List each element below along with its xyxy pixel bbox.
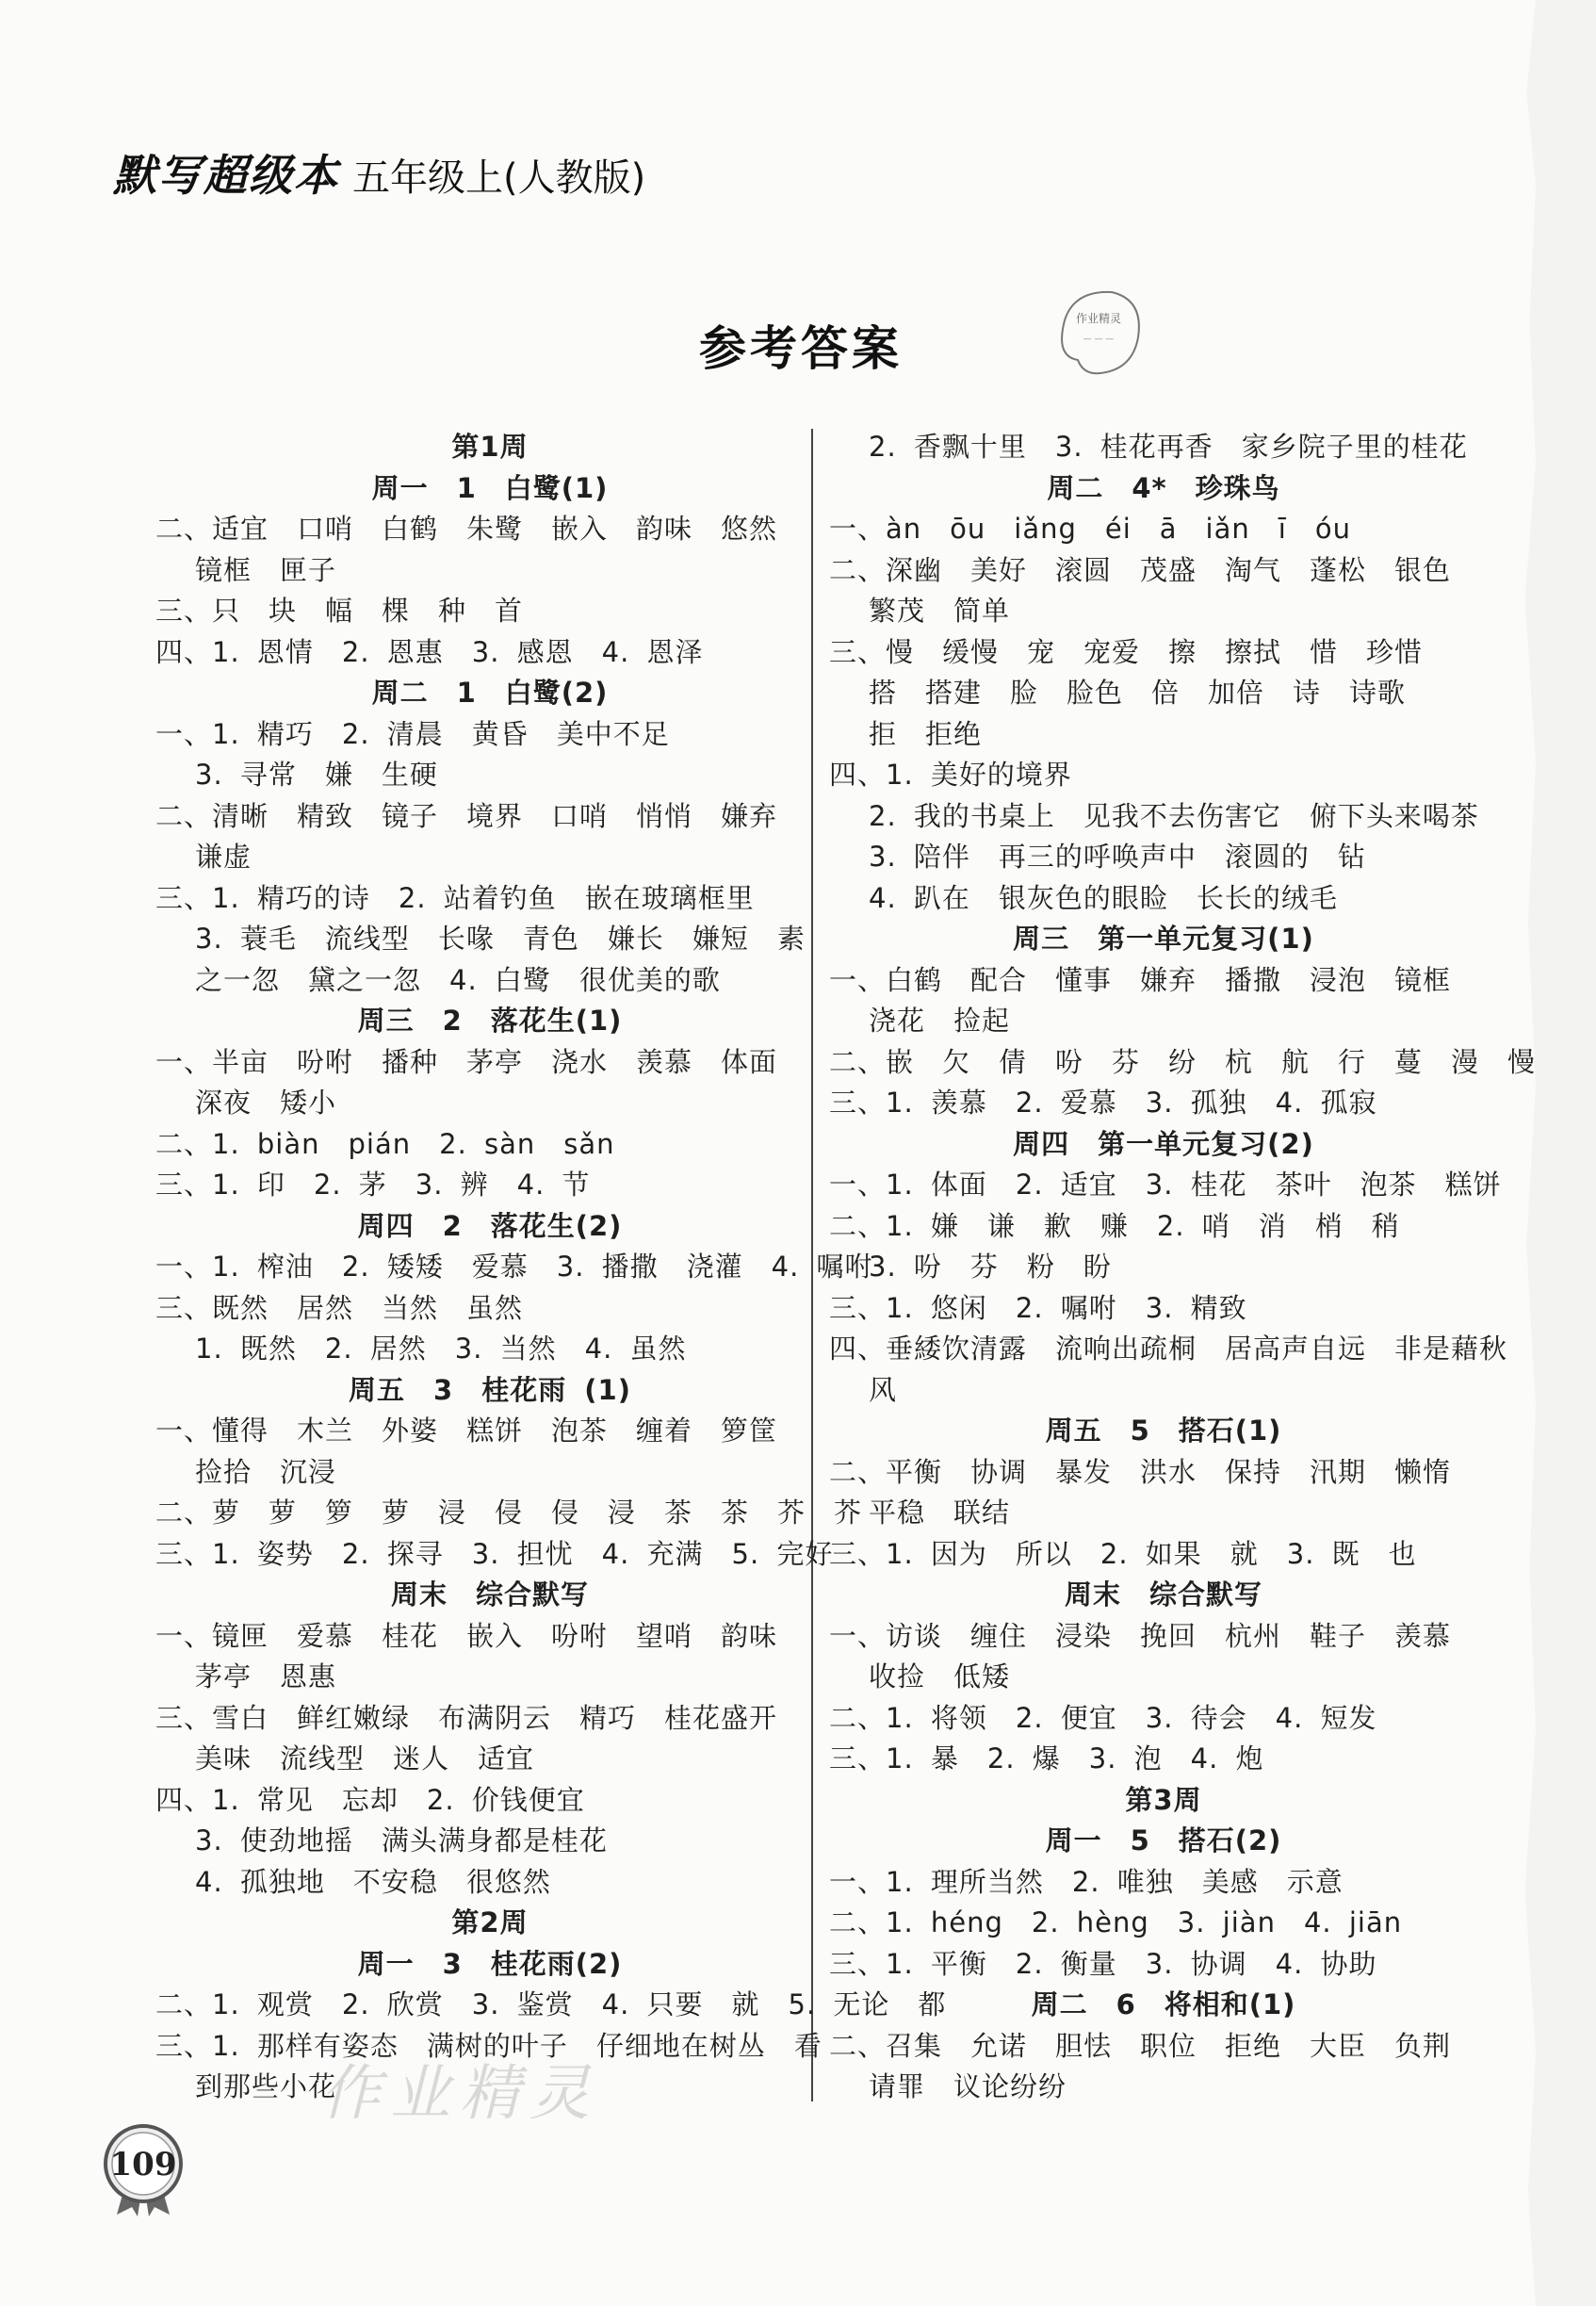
section-heading: 第1周 bbox=[451, 431, 529, 463]
answer-line: 二、1. héng 2. hèng 3. jiàn 4. jiān bbox=[829, 1906, 1403, 1938]
answer-line: 拒 拒绝 bbox=[869, 717, 983, 750]
book-brand: 默写超级本 bbox=[113, 150, 339, 201]
stamp-text: 作业精灵 bbox=[1075, 312, 1122, 325]
answer-line: 到那些小花 bbox=[195, 2070, 337, 2102]
answer-line: 四、1. 美好的境界 bbox=[829, 759, 1072, 791]
section-heading: 周五 5 搭石(1) bbox=[1045, 1415, 1282, 1447]
answer-line: 一、àn ōu iǎng éi ā iǎn ī óu bbox=[829, 513, 1351, 545]
answer-line: 三、雪白 鲜红嫩绿 布满阴云 精巧 桂花盛开 bbox=[155, 1701, 778, 1734]
answer-line: 3. 使劲地摇 满头满身都是桂花 bbox=[195, 1824, 608, 1856]
answer-line: 平稳 联结 bbox=[869, 1496, 1011, 1529]
answer-line: 繁茂 简单 bbox=[869, 595, 1011, 627]
section-heading: 周二 4* 珍珠鸟 bbox=[1047, 471, 1280, 504]
answer-line: 收捡 低矮 bbox=[869, 1660, 1011, 1693]
answer-line: 2. 香飘十里 3. 桂花再香 家乡院子里的桂花 bbox=[869, 431, 1468, 463]
answer-line: 浇花 捡起 bbox=[869, 1005, 1011, 1037]
page-number: 109 bbox=[109, 2146, 177, 2183]
section-heading: 周四 2 落花生(2) bbox=[357, 1209, 623, 1242]
answer-line: 三、只 块 幅 棵 种 首 bbox=[155, 595, 524, 627]
answer-line: 请罪 议论纷纷 bbox=[869, 2070, 1067, 2102]
answer-line: 二、深幽 美好 滚圆 茂盛 淘气 蓬松 银色 bbox=[829, 553, 1452, 586]
answer-line: 一、访谈 缠住 浸染 挽回 杭州 鞋子 羡慕 bbox=[829, 1619, 1452, 1652]
answer-line: 茅亭 恩惠 bbox=[195, 1660, 337, 1693]
answer-line: 3. 寻常 嫌 生硬 bbox=[195, 759, 438, 791]
answer-line: 三、1. 暴 2. 爆 3. 泡 4. 炮 bbox=[829, 1742, 1264, 1774]
section-heading: 周五 3 桂花雨 (1) bbox=[349, 1373, 631, 1406]
answer-line: 二、1. 观赏 2. 欣赏 3. 鉴赏 4. 只要 就 5. 无论 都 bbox=[155, 1988, 947, 2020]
answer-line: 二、召集 允诺 胆怯 职位 拒绝 大臣 负荆 bbox=[829, 2029, 1452, 2062]
answer-line: 二、平衡 协调 暴发 洪水 保持 汛期 懒惰 bbox=[829, 1455, 1452, 1488]
section-heading: 周一 5 搭石(2) bbox=[1045, 1824, 1282, 1856]
answer-line: 二、萝 萝 箩 萝 浸 侵 侵 浸 茶 茶 芥 芥 bbox=[155, 1496, 863, 1529]
answer-line: 4. 趴在 银灰色的眼睑 长长的绒毛 bbox=[869, 881, 1338, 914]
answer-line: 二、1. biàn pián 2. sàn sǎn bbox=[155, 1127, 615, 1160]
section-heading: 周二 1 白鹭(2) bbox=[371, 677, 609, 709]
answer-line: 三、既然 居然 当然 虽然 bbox=[155, 1291, 524, 1324]
answer-line: 三、1. 羡慕 2. 爱慕 3. 孤独 4. 孤寂 bbox=[829, 1087, 1377, 1119]
answer-line: 深夜 矮小 bbox=[195, 1087, 337, 1119]
answer-line: 一、白鹤 配合 懂事 嫌弃 播撒 浸泡 镜框 bbox=[829, 963, 1452, 996]
answer-line: 四、1. 恩情 2. 恩惠 3. 感恩 4. 恩泽 bbox=[155, 635, 704, 668]
section-heading: 周末 综合默写 bbox=[1064, 1578, 1262, 1611]
section-heading: 周一 3 桂花雨(2) bbox=[357, 1947, 623, 1980]
answer-line: 一、1. 理所当然 2. 唯独 美感 示意 bbox=[829, 1865, 1344, 1898]
answer-line: 镜框 匣子 bbox=[195, 553, 337, 586]
book-grade: 五年级上(人教版) bbox=[352, 156, 646, 200]
answer-line: 三、1. 精巧的诗 2. 站着钓鱼 嵌在玻璃框里 bbox=[155, 881, 755, 914]
section-heading: 周三 第一单元复习(1) bbox=[1013, 923, 1314, 955]
answer-line: 一、1. 榨油 2. 矮矮 爱慕 3. 播撒 浇灌 4. 嘱咐 bbox=[155, 1251, 873, 1283]
section-heading: 周末 综合默写 bbox=[390, 1578, 589, 1611]
answer-line: 4. 孤独地 不安稳 很悠然 bbox=[195, 1865, 551, 1898]
answer-line: 三、1. 姿势 2. 探寻 3. 担忧 4. 充满 5. 完好 bbox=[155, 1537, 834, 1570]
watermark-text: 作业精灵 bbox=[320, 2059, 599, 2129]
answer-line: 一、1. 体面 2. 适宜 3. 桂花 茶叶 泡茶 糕饼 bbox=[829, 1169, 1502, 1201]
answer-line: 2. 我的书桌上 见我不去伤害它 俯下头来喝茶 bbox=[869, 799, 1479, 832]
answer-line: 一、1. 精巧 2. 清晨 黄昏 美中不足 bbox=[155, 717, 670, 750]
answer-line: 1. 既然 2. 居然 3. 当然 4. 虽然 bbox=[195, 1333, 687, 1365]
answer-line: 三、1. 因为 所以 2. 如果 就 3. 既 也 bbox=[829, 1537, 1417, 1570]
answer-line: 捡拾 沉浸 bbox=[195, 1455, 337, 1488]
section-heading: 周一 1 白鹭(1) bbox=[371, 471, 609, 504]
answer-line: 一、镜匣 爱慕 桂花 嵌入 吩咐 望哨 韵味 bbox=[155, 1619, 778, 1652]
section-heading: 周三 2 落花生(1) bbox=[357, 1005, 623, 1037]
answer-line: 谦虚 bbox=[195, 841, 252, 873]
svg-text:— — —: — — — bbox=[1083, 335, 1115, 344]
answer-line: 二、1. 嫌 谦 歉 赚 2. 哨 消 梢 稍 bbox=[829, 1209, 1400, 1242]
answer-line: 搭 搭建 脸 脸色 倍 加倍 诗 诗歌 bbox=[869, 677, 1407, 709]
answer-line: 二、清晰 精致 镜子 境界 口哨 悄悄 嫌弃 bbox=[155, 799, 778, 832]
answers-right-column bbox=[829, 427, 1537, 2108]
page-title: 参考答案 bbox=[699, 320, 903, 376]
answer-line: 三、慢 缓慢 宠 宠爱 擦 擦拭 惜 珍惜 bbox=[829, 635, 1424, 668]
answer-line: 二、1. 将领 2. 便宜 3. 待会 4. 短发 bbox=[829, 1701, 1377, 1734]
answer-line: 3. 蓑毛 流线型 长喙 青色 嫌长 嫌短 素 bbox=[195, 923, 806, 955]
answer-line: 四、垂緌饮清露 流响出疏桐 居高声自远 非是藉秋 bbox=[829, 1333, 1508, 1365]
answer-line: 三、1. 那样有姿态 满树的叶子 仔细地在树丛 看 bbox=[155, 2029, 822, 2062]
section-heading: 周二 6 将相和(1) bbox=[1031, 1988, 1296, 2020]
answer-line: 风 bbox=[869, 1373, 898, 1406]
answer-line: 三、1. 印 2. 茅 3. 辨 4. 节 bbox=[155, 1169, 591, 1201]
answer-line: 3. 吩 芬 粉 盼 bbox=[869, 1251, 1112, 1283]
section-heading: 周四 第一单元复习(2) bbox=[1013, 1127, 1314, 1160]
answer-line: 之一忽 黛之一忽 4. 白鹭 很优美的歌 bbox=[195, 963, 721, 996]
answer-line: 一、半亩 吩咐 播种 茅亭 浇水 羡慕 体面 bbox=[155, 1045, 778, 1078]
book-header bbox=[113, 141, 645, 204]
answer-line: 3. 陪伴 再三的呼唤声中 滚圆的 钻 bbox=[869, 841, 1366, 873]
stamp-icon bbox=[1046, 283, 1149, 386]
section-heading: 第3周 bbox=[1125, 1783, 1202, 1816]
answer-line: 一、懂得 木兰 外婆 糕饼 泡茶 缠着 箩筐 bbox=[155, 1415, 778, 1447]
answer-line: 二、适宜 口哨 白鹤 朱鹭 嵌入 韵味 悠然 bbox=[155, 513, 778, 545]
section-heading: 第2周 bbox=[451, 1906, 529, 1938]
answer-line: 美味 流线型 迷人 适宜 bbox=[195, 1742, 535, 1774]
page-number-badge bbox=[96, 2122, 190, 2216]
answer-line: 三、1. 悠闲 2. 嘱咐 3. 精致 bbox=[829, 1291, 1247, 1324]
answer-line: 四、1. 常见 忘却 2. 价钱便宜 bbox=[155, 1783, 585, 1816]
answer-line: 三、1. 平衡 2. 衡量 3. 协调 4. 协助 bbox=[829, 1947, 1377, 1980]
answer-line: 二、嵌 欠 倩 吩 芬 纷 杭 航 行 蔓 漫 慢 bbox=[829, 1045, 1537, 1078]
